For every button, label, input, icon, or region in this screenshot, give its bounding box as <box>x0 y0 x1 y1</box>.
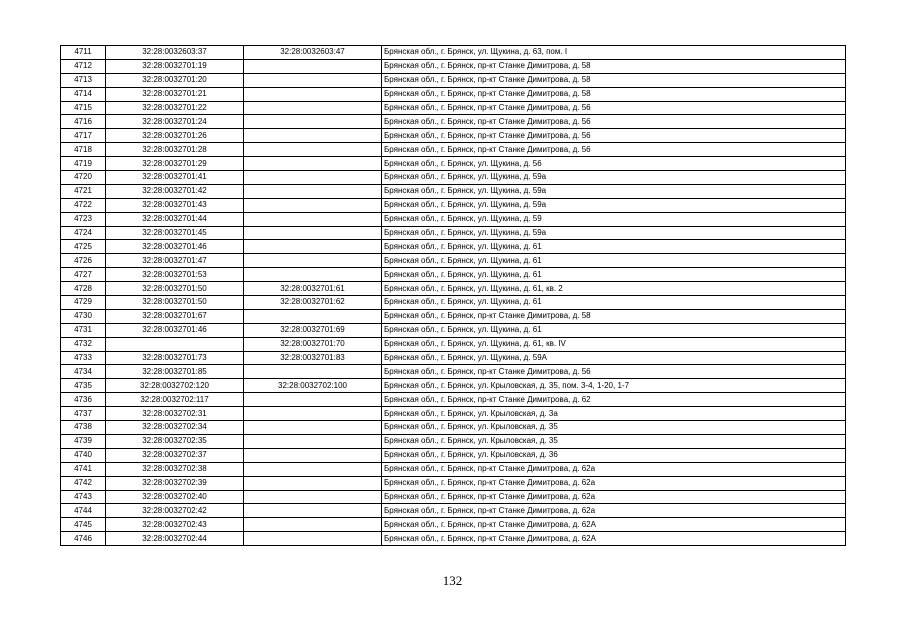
row-number-cell: 4734 <box>61 365 106 379</box>
address-cell: Брянская обл., г. Брянск, ул. Щукина, д. 59а <box>382 184 846 198</box>
parent-cadastral-number-cell <box>244 115 382 129</box>
address-cell: Брянская обл., г. Брянск, ул. Щукина, д. 59а <box>382 198 846 212</box>
table-row <box>61 59 846 73</box>
parent-cadastral-number-cell <box>244 532 382 546</box>
address-cell: Брянская обл., г. Брянск, ул. Щукина, д. 61 <box>382 240 846 254</box>
cadastral-number-cell: 32:28:0032701:45 <box>106 226 244 240</box>
address-cell: Брянская обл., г. Брянск, ул. Щукина, д. 56 <box>382 157 846 171</box>
row-number-cell: 4714 <box>61 87 106 101</box>
address-cell: Брянская обл., г. Брянск, пр-кт Станке Димитрова, д. 62А <box>382 518 846 532</box>
address-cell: Брянская обл., г. Брянск, пр-кт Станке Димитрова, д. 58 <box>382 73 846 87</box>
address-cell: Брянская обл., г. Брянск, ул. Крыловская, д. 36 <box>382 448 846 462</box>
address-cell: Брянская обл., г. Брянск, пр-кт Станке Димитрова, д. 56 <box>382 115 846 129</box>
table-row <box>61 171 846 185</box>
parent-cadastral-number-cell <box>244 212 382 226</box>
row-number-cell: 4723 <box>61 212 106 226</box>
row-number-cell: 4741 <box>61 462 106 476</box>
parent-cadastral-number-cell <box>244 73 382 87</box>
cadastral-number-cell: 32:28:0032701:47 <box>106 254 244 268</box>
table-row <box>61 268 846 282</box>
parent-cadastral-number-cell <box>244 504 382 518</box>
cadastral-number-cell: 32:28:0032702:38 <box>106 462 244 476</box>
address-cell: Брянская обл., г. Брянск, пр-кт Станке Димитрова, д. 56 <box>382 143 846 157</box>
parent-cadastral-number-cell <box>244 171 382 185</box>
row-number-cell: 4739 <box>61 434 106 448</box>
row-number-cell: 4726 <box>61 254 106 268</box>
registry-table-body <box>61 46 846 546</box>
cadastral-number-cell: 32:28:0032702:43 <box>106 518 244 532</box>
cadastral-number-cell: 32:28:0032701:46 <box>106 240 244 254</box>
cadastral-number-cell: 32:28:0032702:37 <box>106 448 244 462</box>
row-number-cell: 4721 <box>61 184 106 198</box>
row-number-cell: 4712 <box>61 59 106 73</box>
address-cell: Брянская обл., г. Брянск, ул. Щукина, д. 59а <box>382 171 846 185</box>
address-cell: Брянская обл., г. Брянск, пр-кт Станке Димитрова, д. 62а <box>382 490 846 504</box>
table-row <box>61 226 846 240</box>
table-row <box>61 73 846 87</box>
cadastral-number-cell: 32:28:0032702:39 <box>106 476 244 490</box>
cadastral-number-cell: 32:28:0032701:67 <box>106 309 244 323</box>
parent-cadastral-number-cell <box>244 240 382 254</box>
parent-cadastral-number-cell: 32:28:0032701:62 <box>244 296 382 310</box>
row-number-cell: 4720 <box>61 171 106 185</box>
cadastral-number-cell: 32:28:0032701:50 <box>106 296 244 310</box>
row-number-cell: 4735 <box>61 379 106 393</box>
table-row <box>61 87 846 101</box>
table-row <box>61 504 846 518</box>
address-cell: Брянская обл., г. Брянск, ул. Крыловская, д. 35, пом. 3-4, 1-20, 1-7 <box>382 379 846 393</box>
table-row <box>61 212 846 226</box>
row-number-cell: 4727 <box>61 268 106 282</box>
table-row <box>61 101 846 115</box>
table-row <box>61 115 846 129</box>
cadastral-number-cell: 32:28:0032702:34 <box>106 421 244 435</box>
parent-cadastral-number-cell <box>244 365 382 379</box>
row-number-cell: 4729 <box>61 296 106 310</box>
cadastral-number-cell: 32:28:0032702:44 <box>106 532 244 546</box>
cadastral-number-cell: 32:28:0032701:22 <box>106 101 244 115</box>
cadastral-number-cell: 32:28:0032702:42 <box>106 504 244 518</box>
cadastral-number-cell: 32:28:0032701:41 <box>106 171 244 185</box>
address-cell: Брянская обл., г. Брянск, пр-кт Станке Димитрова, д. 56 <box>382 365 846 379</box>
parent-cadastral-number-cell: 32:28:0032701:70 <box>244 337 382 351</box>
address-cell: Брянская обл., г. Брянск, пр-кт Станке Димитрова, д. 62А <box>382 532 846 546</box>
parent-cadastral-number-cell <box>244 101 382 115</box>
address-cell: Брянская обл., г. Брянск, ул. Щукина, д. 59 <box>382 212 846 226</box>
table-row <box>61 532 846 546</box>
cadastral-number-cell: 32:28:0032701:46 <box>106 323 244 337</box>
table-row <box>61 282 846 296</box>
table-row <box>61 365 846 379</box>
row-number-cell: 4740 <box>61 448 106 462</box>
table-row <box>61 337 846 351</box>
row-number-cell: 4718 <box>61 143 106 157</box>
row-number-cell: 4731 <box>61 323 106 337</box>
parent-cadastral-number-cell: 32:28:0032701:83 <box>244 351 382 365</box>
cadastral-number-cell: 32:28:0032701:44 <box>106 212 244 226</box>
parent-cadastral-number-cell <box>244 87 382 101</box>
parent-cadastral-number-cell <box>244 421 382 435</box>
parent-cadastral-number-cell <box>244 226 382 240</box>
table-row <box>61 421 846 435</box>
parent-cadastral-number-cell <box>244 268 382 282</box>
parent-cadastral-number-cell: 32:28:0032701:61 <box>244 282 382 296</box>
table-row <box>61 309 846 323</box>
parent-cadastral-number-cell <box>244 434 382 448</box>
address-cell: Брянская обл., г. Брянск, пр-кт Станке Димитрова, д. 58 <box>382 59 846 73</box>
parent-cadastral-number-cell: 32:28:0032702:100 <box>244 379 382 393</box>
page-number: 132 <box>442 573 463 588</box>
cadastral-number-cell: 32:28:0032701:19 <box>106 59 244 73</box>
row-number-cell: 4724 <box>61 226 106 240</box>
registry-sheet <box>60 45 845 546</box>
parent-cadastral-number-cell <box>244 198 382 212</box>
table-row <box>61 518 846 532</box>
table-row <box>61 379 846 393</box>
row-number-cell: 4722 <box>61 198 106 212</box>
row-number-cell: 4738 <box>61 421 106 435</box>
parent-cadastral-number-cell <box>244 129 382 143</box>
parent-cadastral-number-cell <box>244 254 382 268</box>
table-row <box>61 129 846 143</box>
cadastral-number-cell: 32:28:0032603:37 <box>106 46 244 60</box>
cadastral-number-cell: 32:28:0032701:53 <box>106 268 244 282</box>
address-cell: Брянская обл., г. Брянск, пр-кт Станке Димитрова, д. 58 <box>382 87 846 101</box>
address-cell: Брянская обл., г. Брянск, ул. Крыловская, д. 35 <box>382 434 846 448</box>
row-number-cell: 4730 <box>61 309 106 323</box>
table-row <box>61 448 846 462</box>
cadastral-number-cell: 32:28:0032701:20 <box>106 73 244 87</box>
address-cell: Брянская обл., г. Брянск, ул. Щукина, д. 59А <box>382 351 846 365</box>
table-row <box>61 46 846 60</box>
address-cell: Брянская обл., г. Брянск, пр-кт Станке Димитрова, д. 56 <box>382 101 846 115</box>
cadastral-number-cell: 32:28:0032701:28 <box>106 143 244 157</box>
table-row <box>61 240 846 254</box>
cadastral-number-cell: 32:28:0032701:24 <box>106 115 244 129</box>
address-cell: Брянская обл., г. Брянск, пр-кт Станке Димитрова, д. 62а <box>382 504 846 518</box>
table-row <box>61 143 846 157</box>
row-number-cell: 4728 <box>61 282 106 296</box>
cadastral-number-cell: 32:28:0032702:120 <box>106 379 244 393</box>
row-number-cell: 4711 <box>61 46 106 60</box>
cadastral-number-cell: 32:28:0032701:43 <box>106 198 244 212</box>
address-cell: Брянская обл., г. Брянск, ул. Щукина, д. 61, кв. 2 <box>382 282 846 296</box>
row-number-cell: 4733 <box>61 351 106 365</box>
address-cell: Брянская обл., г. Брянск, пр-кт Станке Димитрова, д. 62 <box>382 393 846 407</box>
address-cell: Брянская обл., г. Брянск, пр-кт Станке Димитрова, д. 56 <box>382 129 846 143</box>
table-row <box>61 407 846 421</box>
address-cell: Брянская обл., г. Брянск, ул. Щукина, д. 61 <box>382 323 846 337</box>
address-cell: Брянская обл., г. Брянск, пр-кт Станке Димитрова, д. 62а <box>382 476 846 490</box>
registry-table <box>60 45 846 546</box>
row-number-cell: 4713 <box>61 73 106 87</box>
cadastral-number-cell: 32:28:0032702:35 <box>106 434 244 448</box>
parent-cadastral-number-cell <box>244 157 382 171</box>
address-cell: Брянская обл., г. Брянск, ул. Щукина, д. 63, пом. I <box>382 46 846 60</box>
cadastral-number-cell: 32:28:0032701:50 <box>106 282 244 296</box>
address-cell: Брянская обл., г. Брянск, ул. Щукина, д. 61 <box>382 254 846 268</box>
parent-cadastral-number-cell <box>244 143 382 157</box>
cadastral-number-cell: 32:28:0032701:73 <box>106 351 244 365</box>
row-number-cell: 4745 <box>61 518 106 532</box>
address-cell: Брянская обл., г. Брянск, ул. Щукина, д. 61, кв. IV <box>382 337 846 351</box>
cadastral-number-cell: 32:28:0032701:29 <box>106 157 244 171</box>
row-number-cell: 4736 <box>61 393 106 407</box>
address-cell: Брянская обл., г. Брянск, ул. Крыловская, д. 35 <box>382 421 846 435</box>
row-number-cell: 4725 <box>61 240 106 254</box>
parent-cadastral-number-cell <box>244 184 382 198</box>
parent-cadastral-number-cell: 32:28:0032603:47 <box>244 46 382 60</box>
table-row <box>61 157 846 171</box>
parent-cadastral-number-cell <box>244 393 382 407</box>
cadastral-number-cell: 32:28:0032701:21 <box>106 87 244 101</box>
table-row <box>61 323 846 337</box>
row-number-cell: 4719 <box>61 157 106 171</box>
parent-cadastral-number-cell <box>244 476 382 490</box>
cadastral-number-cell: 32:28:0032701:85 <box>106 365 244 379</box>
table-row <box>61 254 846 268</box>
table-row <box>61 476 846 490</box>
parent-cadastral-number-cell <box>244 518 382 532</box>
cadastral-number-cell: 32:28:0032702:40 <box>106 490 244 504</box>
table-row <box>61 296 846 310</box>
row-number-cell: 4715 <box>61 101 106 115</box>
parent-cadastral-number-cell <box>244 462 382 476</box>
table-row <box>61 184 846 198</box>
row-number-cell: 4746 <box>61 532 106 546</box>
parent-cadastral-number-cell <box>244 309 382 323</box>
row-number-cell: 4737 <box>61 407 106 421</box>
address-cell: Брянская обл., г. Брянск, пр-кт Станке Димитрова, д. 58 <box>382 309 846 323</box>
table-row <box>61 351 846 365</box>
cadastral-number-cell <box>106 337 244 351</box>
table-row <box>61 462 846 476</box>
address-cell: Брянская обл., г. Брянск, пр-кт Станке Димитрова, д. 62а <box>382 462 846 476</box>
row-number-cell: 4744 <box>61 504 106 518</box>
parent-cadastral-number-cell <box>244 59 382 73</box>
address-cell: Брянская обл., г. Брянск, ул. Щукина, д. 61 <box>382 268 846 282</box>
parent-cadastral-number-cell: 32:28:0032701:69 <box>244 323 382 337</box>
row-number-cell: 4732 <box>61 337 106 351</box>
parent-cadastral-number-cell <box>244 490 382 504</box>
table-row <box>61 198 846 212</box>
address-cell: Брянская обл., г. Брянск, ул. Щукина, д. 59а <box>382 226 846 240</box>
row-number-cell: 4717 <box>61 129 106 143</box>
table-row <box>61 434 846 448</box>
table-row <box>61 490 846 504</box>
cadastral-number-cell: 32:28:0032702:31 <box>106 407 244 421</box>
table-row <box>61 393 846 407</box>
parent-cadastral-number-cell <box>244 448 382 462</box>
cadastral-number-cell: 32:28:0032702:117 <box>106 393 244 407</box>
row-number-cell: 4743 <box>61 490 106 504</box>
address-cell: Брянская обл., г. Брянск, ул. Щукина, д. 61 <box>382 296 846 310</box>
row-number-cell: 4742 <box>61 476 106 490</box>
cadastral-number-cell: 32:28:0032701:26 <box>106 129 244 143</box>
cadastral-number-cell: 32:28:0032701:42 <box>106 184 244 198</box>
parent-cadastral-number-cell <box>244 407 382 421</box>
address-cell: Брянская обл., г. Брянск, ул. Крыловская, д. 3а <box>382 407 846 421</box>
row-number-cell: 4716 <box>61 115 106 129</box>
